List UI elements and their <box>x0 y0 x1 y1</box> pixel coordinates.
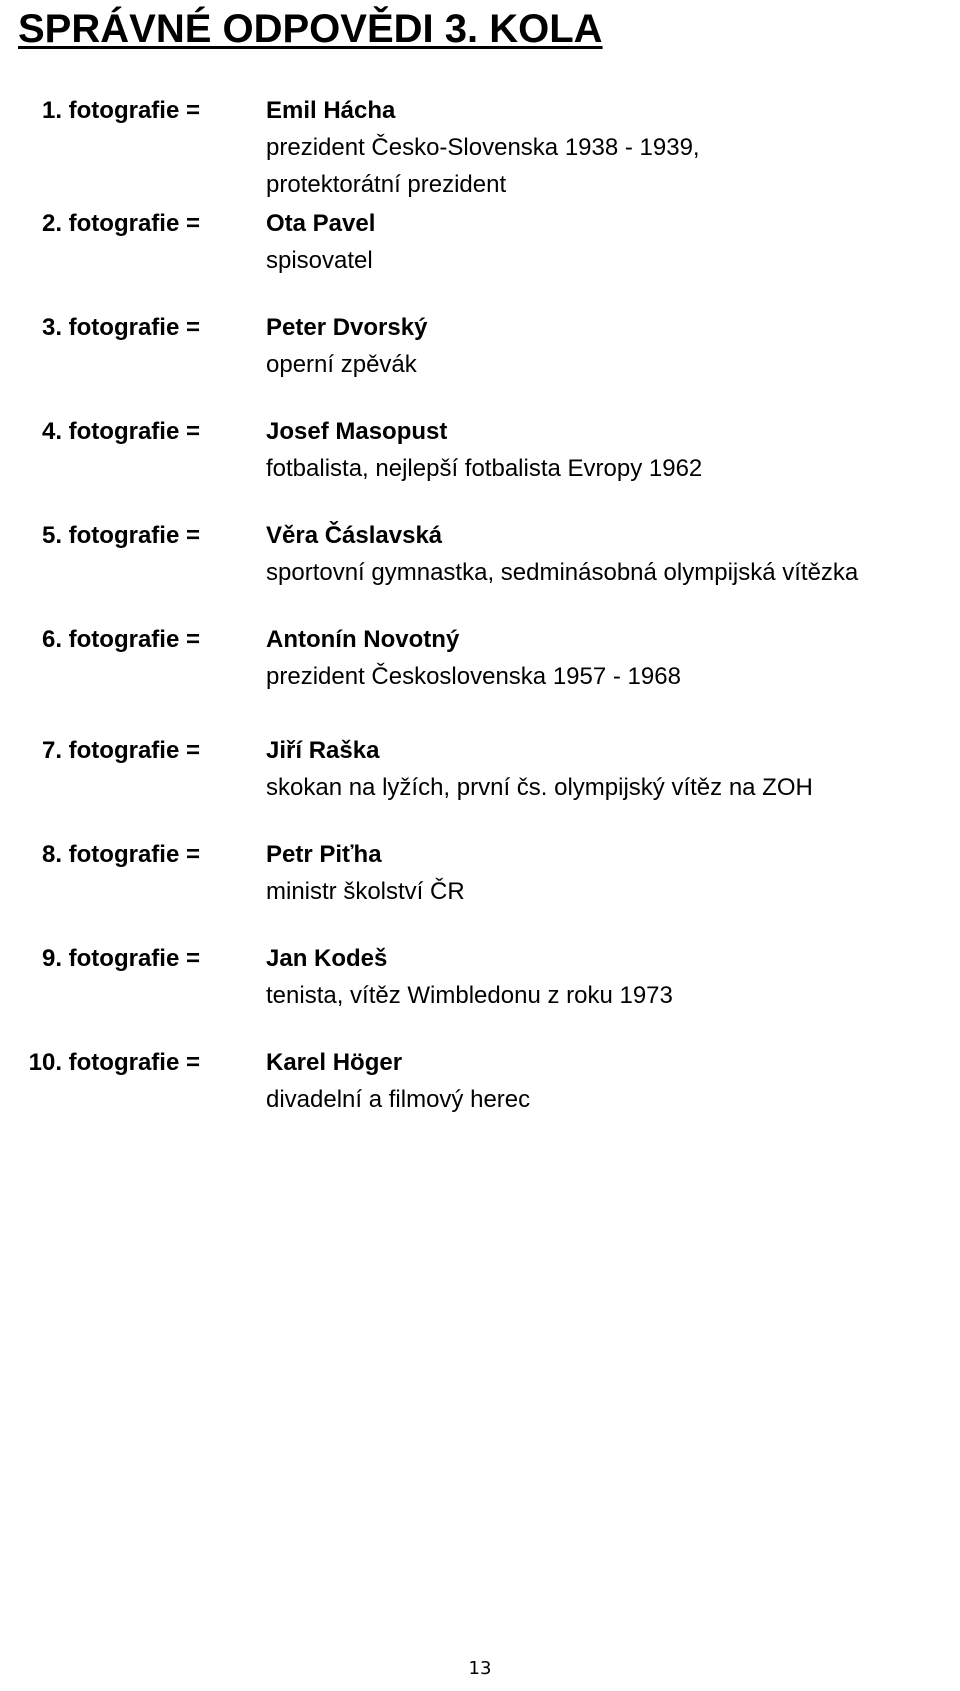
person-description-line: prezident Česko-Slovenska 1938 - 1939, <box>266 134 700 161</box>
person-description-line: prezident Československa 1957 - 1968 <box>266 662 681 690</box>
person-name: Věra Čáslavská <box>266 521 443 549</box>
photo-label: 3. fotografie = <box>41 313 200 341</box>
photo-label: 2. fotografie = <box>41 209 200 237</box>
person-description-line: spisovatel <box>266 246 373 274</box>
person-name: Ota Pavel <box>266 209 376 237</box>
answer-entry-1 <box>0 92 960 205</box>
answer-entry-5 <box>0 517 960 621</box>
photo-label: 8. fotografie = <box>41 840 200 868</box>
answer-entry-7 <box>0 732 960 836</box>
person-name: Antonín Novotný <box>266 625 460 653</box>
person-name: Karel Höger <box>266 1048 403 1076</box>
person-description-line: divadelní a filmový herec <box>266 1085 531 1113</box>
person-description-line: sportovní gymnastka, sedminásobná olympijská vítězka <box>266 558 859 586</box>
photo-label: 7. fotografie = <box>41 736 200 764</box>
person-description-line: fotbalista, nejlepší fotbalista Evropy 1962 <box>266 454 703 482</box>
person-name: Jiří Raška <box>266 736 380 764</box>
photo-label: 10. fotografie = <box>28 1048 200 1076</box>
answer-entry-3 <box>0 309 960 413</box>
answer-entry-4 <box>0 413 960 517</box>
person-name: Emil Hácha <box>266 97 396 124</box>
person-description-line: skokan na lyžích, první čs. olympijský vítěz na ZOH <box>266 773 813 801</box>
answer-entry-9 <box>0 940 960 1044</box>
photo-label: 1. fotografie = <box>41 97 200 124</box>
person-description-line: ministr školství ČR <box>266 877 465 905</box>
answer-list <box>0 92 960 1124</box>
answer-entry-2 <box>0 205 960 309</box>
person-name: Josef Masopust <box>266 417 448 445</box>
photo-label: 4. fotografie = <box>41 417 200 445</box>
answer-entry-8 <box>0 836 960 940</box>
photo-label: 5. fotografie = <box>41 521 200 549</box>
person-name: Petr Piťha <box>266 840 382 868</box>
photo-label: 9. fotografie = <box>41 944 200 972</box>
photo-label: 6. fotografie = <box>41 625 200 653</box>
person-description-line: protektorátní prezident <box>266 171 507 198</box>
page-number: 13 <box>468 1658 492 1679</box>
person-description-line: operní zpěvák <box>266 350 417 378</box>
answer-entry-10 <box>0 1044 960 1124</box>
person-description-line: tenista, vítěz Wimbledonu z roku 1973 <box>266 981 673 1009</box>
person-name: Peter Dvorský <box>266 313 428 341</box>
person-name: Jan Kodeš <box>266 944 388 972</box>
answer-entry-6 <box>0 621 960 732</box>
page-title: SPRÁVNÉ ODPOVĚDI 3. KOLA <box>18 7 603 51</box>
